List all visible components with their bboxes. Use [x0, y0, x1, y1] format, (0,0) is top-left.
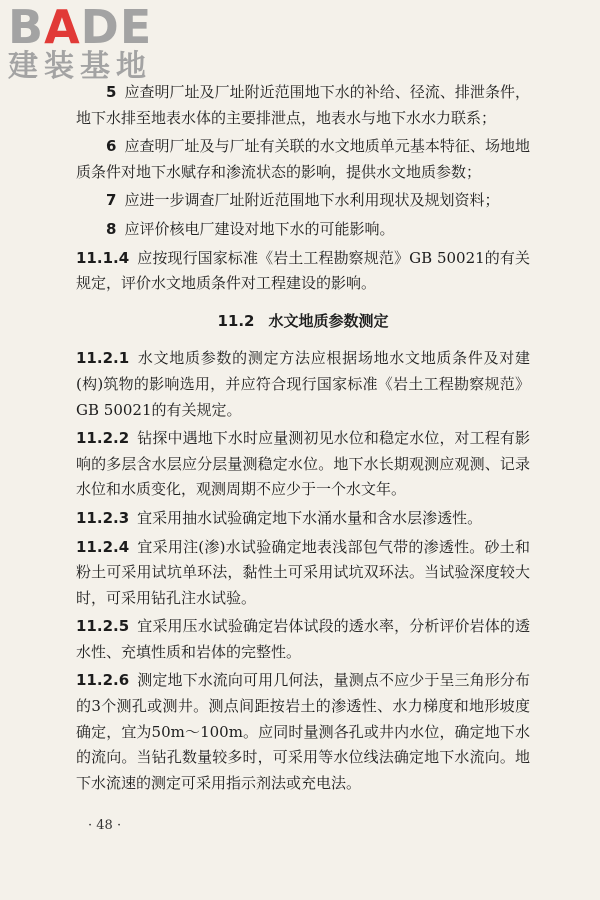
watermark-logo: [8, 2, 152, 84]
clause-11-2-6: 11.2.6 测定地下水流向可用几何法，量测点不应少于呈三角形分布的3个测孔或测井。测点间距按岩土的渗透性、水力梯度和地形坡度确定，宜为50m～100m。应同时量测各孔或井内水位，确定地下水的流向。当钻孔数量较多时，可采用等水位线法确定地下水流向。地下水流速的测定可采用指示剂法或充电法。: [76, 671, 530, 792]
clause-11-2-2: 11.2.2 钻探中遇地下水时应量测初见水位和稳定水位，对工程有影响的多层含水层应分层量测稳定水位。地下水长期观测应观测、记录水位和水质变化，观测周期不应少于一个水文年。: [76, 429, 530, 499]
watermark-subtitle: 建装基地: [8, 49, 152, 84]
list-item: 8 应评价核电厂建设对地下水的可能影响。: [106, 219, 395, 238]
list-item: 7 应进一步调查厂址附近范围地下水利用现状及规划资料；: [106, 191, 500, 210]
watermark-brand: BADE: [8, 0, 153, 54]
clause-11-2-3: 11.2.3 宜采用抽水试验确定地下水涌水量和含水层渗透性。: [76, 508, 483, 527]
clause-11-2-4: 11.2.4 宜采用注(渗)水试验确定地表浅部包气带的渗透性。砂土和粉土可采用试坑单环法，黏性土可采用试坑双环法。当试验深度较大时，可采用钻孔注水试验。: [76, 537, 530, 607]
list-item: 5 应查明厂址及厂址附近范围地下水的补给、径流、排泄条件，地下水排至地表水体的主要排泄点，地表水与地下水水力联系；: [76, 83, 530, 127]
clause-11-1-4: 11.1.4 应按现行国家标准《岩土工程勘察规范》GB 50021的有关规定，评价水文地质条件对工程建设的影响。: [76, 248, 530, 293]
clause-11-2-5: 11.2.5 宜采用压水试验确定岩体试段的透水率，分析评价岩体的透水性、充填性质和岩体的完整性。: [76, 617, 530, 661]
clause-11-2-1: 11.2.1 水文地质参数的测定方法应根据场地水文地质条件及对建(构)筑物的影响选用，并应符合现行国家标准《岩土工程勘察规范》GB 50021的有关规定。: [76, 349, 530, 419]
section-heading: 11.2 水文地质参数测定: [217, 311, 389, 330]
document-body: [76, 80, 530, 799]
page-number: · 48 ·: [88, 818, 122, 833]
list-item: 6 应查明厂址及与厂址有关联的水文地质单元基本特征、场地地质条件对地下水赋存和渗流状态的影响，提供水文地质参数；: [76, 137, 530, 181]
